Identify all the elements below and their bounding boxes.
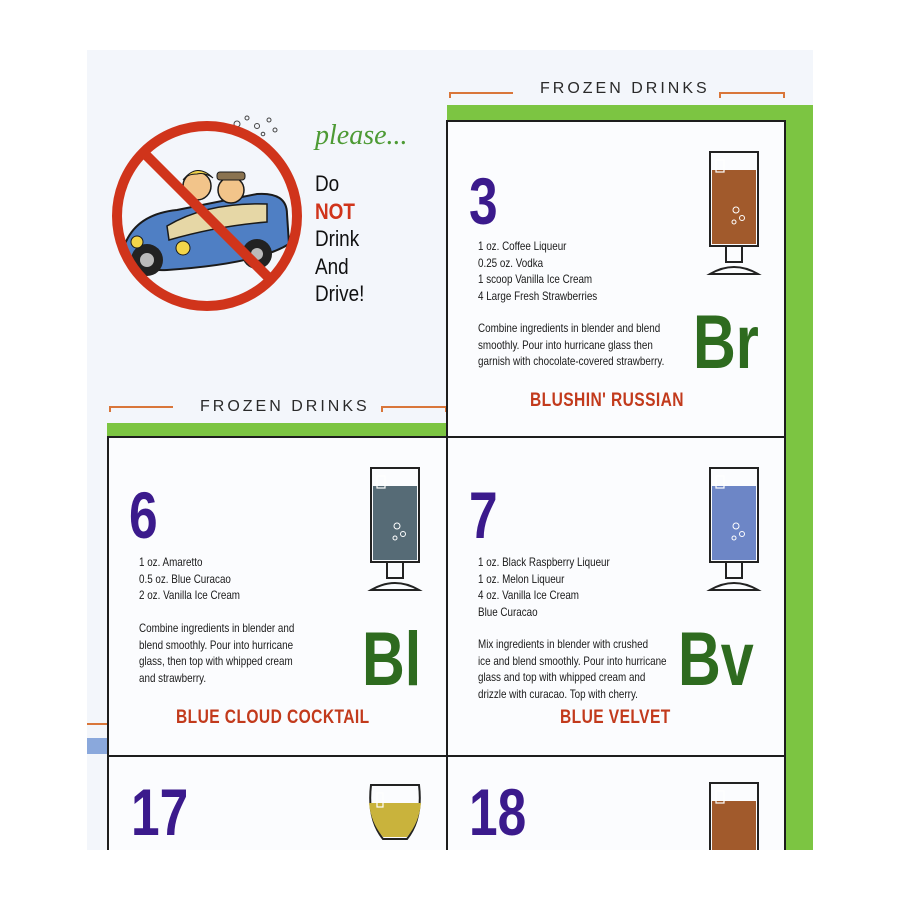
ingredient: 1 oz. Melon Liqueur <box>478 571 565 586</box>
instruction-line: Mix ingredients in blender with crushed <box>478 637 649 651</box>
hurricane-glass-icon <box>706 150 762 280</box>
card-number: 3 <box>469 164 498 238</box>
ingredient: 1 oz. Coffee Liqueur <box>478 239 567 253</box>
hurricane-glass-icon <box>706 466 762 596</box>
ingredient: 4 oz. Vanilla Ice Cream <box>478 588 580 602</box>
wine-glass-icon <box>365 779 425 850</box>
please-text: please... <box>315 120 408 151</box>
dont-drink-and-drive-text <box>315 170 364 308</box>
ingredient: 0.5 oz. Blue Curacao <box>139 571 231 586</box>
green-band-top <box>447 105 813 120</box>
instruction-line: Combine ingredients in blender and blend <box>478 321 661 335</box>
instruction-line: glass, then top with whipped cream <box>139 654 293 668</box>
ingredients-list <box>139 554 240 604</box>
ingredient: Blue Curacao <box>478 604 538 619</box>
ingredient: 1 oz. Amaretto <box>139 555 203 569</box>
card-number: 6 <box>129 478 158 552</box>
hurricane-glass-icon <box>367 466 423 596</box>
ingredient: 1 scoop Vanilla Ice Cream <box>478 272 593 286</box>
margin-block <box>87 738 107 754</box>
instruction-line: and strawberry. <box>139 670 207 685</box>
header-rule-right <box>719 92 785 94</box>
hurricane-glass-icon <box>706 781 762 850</box>
green-band-right <box>784 105 813 850</box>
instruction-line: garnish with chocolate-covered strawberry. <box>478 354 665 368</box>
poster <box>87 50 813 850</box>
drink-fill <box>712 170 756 244</box>
ingredient: 1 oz. Black Raspberry Liqueur <box>478 555 610 569</box>
instructions <box>478 636 667 702</box>
card-number: 17 <box>131 775 189 849</box>
drink-card-7 <box>446 436 786 757</box>
and-text: And <box>315 253 349 279</box>
ingredient: 4 Large Fresh Strawberries <box>478 288 598 303</box>
do-text: Do <box>315 171 340 196</box>
instruction-line: blend smoothly. Pour into hurricane <box>139 637 294 652</box>
instruction-line: ice and blend smoothly. Pour into hurricane <box>478 653 667 668</box>
instruction-line: smoothly. Pour into hurricane glass then <box>478 337 653 352</box>
drive-text: Drive! <box>315 281 365 306</box>
margin-rule <box>87 723 107 725</box>
drink-card-18 <box>446 755 786 850</box>
header-rule-right-2 <box>381 406 447 408</box>
drink-card-17 <box>107 755 448 850</box>
drink-text: Drink <box>315 226 360 251</box>
drink-name: BLUE VELVET <box>560 707 671 728</box>
ingredient: 2 oz. Vanilla Ice Cream <box>139 588 241 602</box>
drink-card-3 <box>446 120 786 438</box>
header-rule-left <box>449 92 513 94</box>
element-symbol: Bl <box>362 617 422 702</box>
ingredients-list <box>478 554 610 620</box>
instruction-line: drizzle with curacao. Top with cherry. <box>478 686 638 701</box>
drink-name: BLUE CLOUD COCKTAIL <box>176 707 370 728</box>
instruction-line: Combine ingredients in blender and <box>139 621 295 635</box>
instruction-line: glass and top with whipped cream and <box>478 670 646 684</box>
instructions <box>139 620 294 686</box>
card-number: 18 <box>469 775 527 849</box>
header-rule-left-2 <box>109 406 173 408</box>
element-symbol: Bv <box>678 617 754 702</box>
ingredients-list <box>478 238 597 304</box>
not-text: NOT <box>315 198 355 224</box>
section-title-left: FROZEN DRINKS <box>200 398 370 415</box>
card-number: 7 <box>469 478 498 552</box>
element-symbol: Br <box>693 300 759 385</box>
section-title-top: FROZEN DRINKS <box>540 80 710 97</box>
instructions <box>478 320 664 370</box>
no-drunk-driving-sign <box>107 114 307 324</box>
drink-card-6 <box>107 436 448 757</box>
ingredient: 0.25 oz. Vodka <box>478 255 544 270</box>
drink-name: BLUSHIN' RUSSIAN <box>530 390 684 411</box>
